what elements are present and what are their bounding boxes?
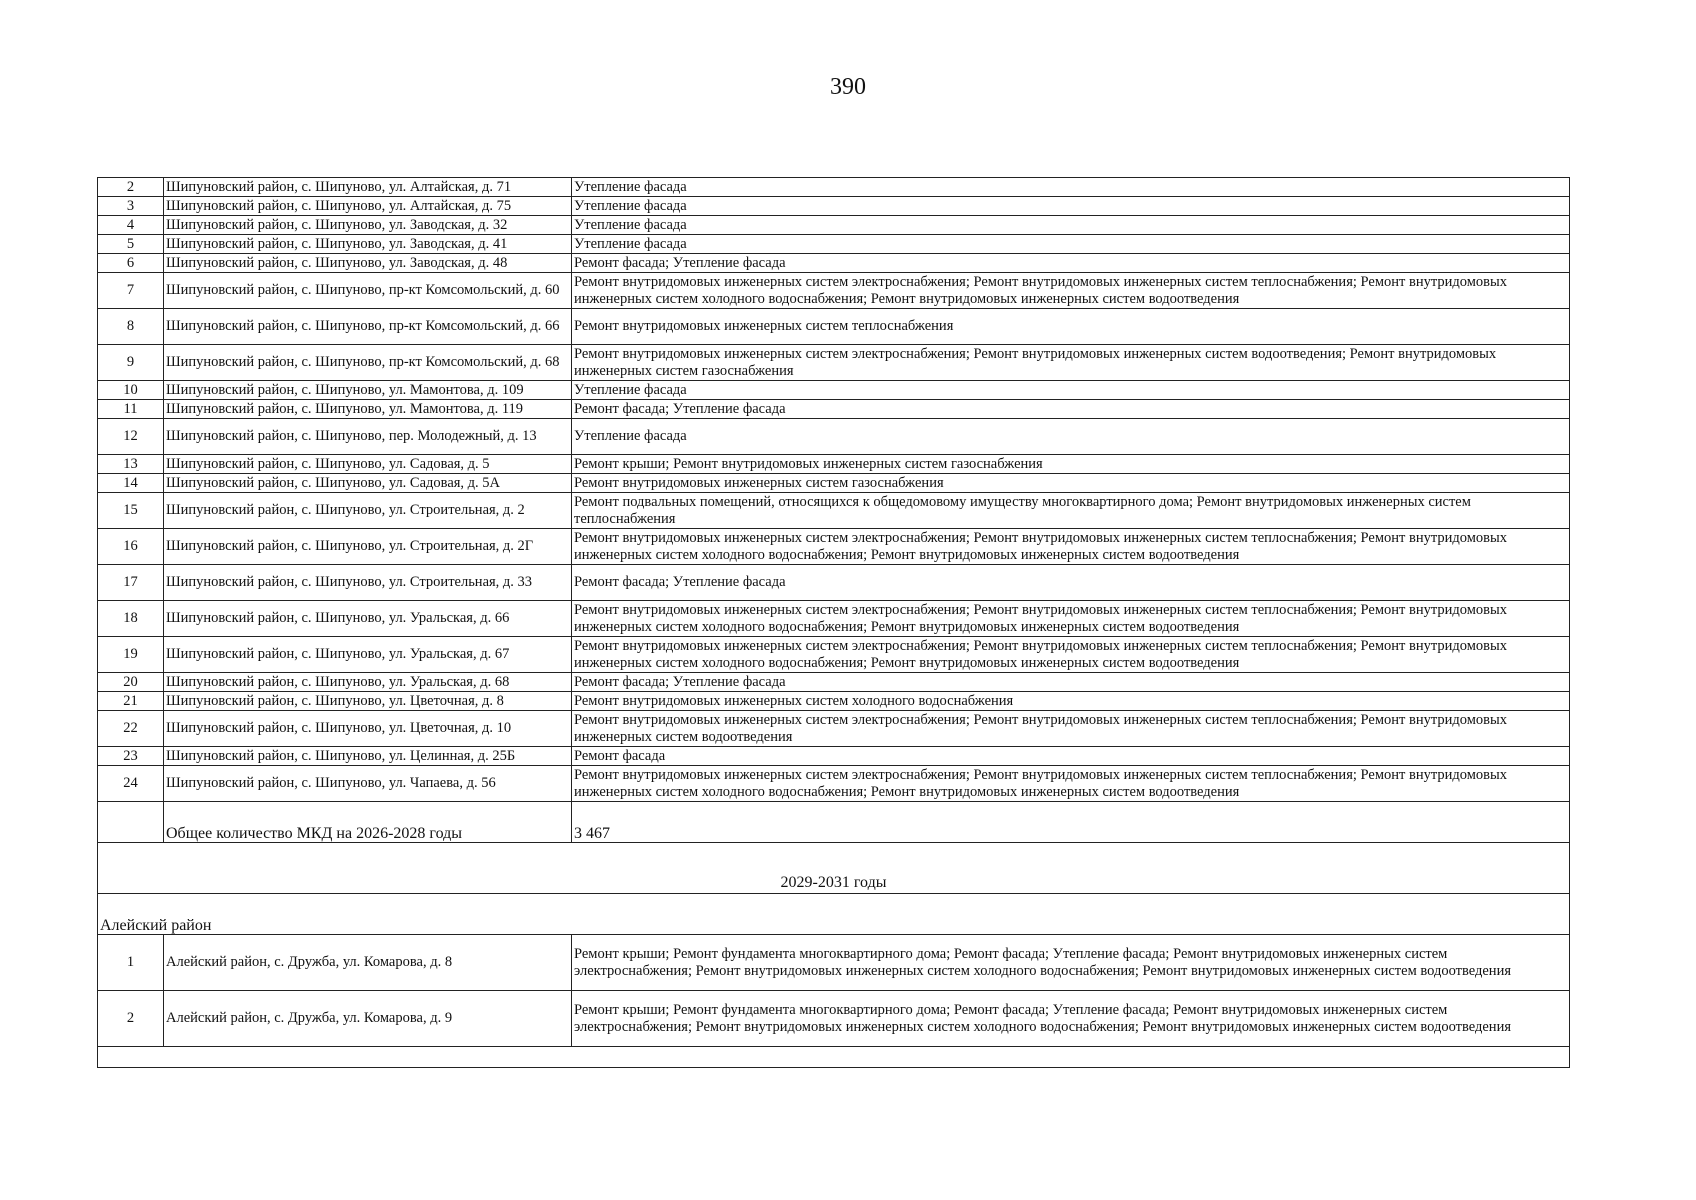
table-row <box>98 216 1570 235</box>
row-number-cell: 14 <box>98 474 164 493</box>
table-row <box>98 345 1570 381</box>
table-row <box>98 935 1570 991</box>
works-cell: Ремонт внутридомовых инженерных систем электроснабжения; Ремонт внутридомовых инженерных систем теплоснабжения; Ремонт внутридомовых инженерных систем водоотведения <box>572 711 1570 747</box>
table-row <box>98 455 1570 474</box>
works-cell: Ремонт внутридомовых инженерных систем газоснабжения <box>572 474 1570 493</box>
row-number-cell: 7 <box>98 273 164 309</box>
row-number-cell: 23 <box>98 747 164 766</box>
period-heading: 2029-2031 годы <box>98 843 1570 894</box>
table-section-2026-2028 <box>98 178 1570 802</box>
address-cell: Шипуновский район, с. Шипуново, ул. Заводская, д. 41 <box>164 235 572 254</box>
address-cell: Шипуновский район, с. Шипуново, ул. Строительная, д. 2 <box>164 493 572 529</box>
address-cell: Шипуновский район, с. Шипуново, ул. Уральская, д. 68 <box>164 673 572 692</box>
table-row <box>98 400 1570 419</box>
address-cell: Шипуновский район, с. Шипуново, ул. Целинная, д. 25Б <box>164 747 572 766</box>
address-cell: Шипуновский район, с. Шипуново, ул. Цветочная, д. 8 <box>164 692 572 711</box>
address-cell: Шипуновский район, с. Шипуново, ул. Цветочная, д. 10 <box>164 711 572 747</box>
row-number-cell: 5 <box>98 235 164 254</box>
table-row <box>98 381 1570 400</box>
works-cell: Утепление фасада <box>572 216 1570 235</box>
row-number-cell: 2 <box>98 991 164 1047</box>
address-cell: Шипуновский район, с. Шипуново, ул. Алтайская, д. 71 <box>164 178 572 197</box>
table-row <box>98 197 1570 216</box>
address-cell: Шипуновский район, с. Шипуново, ул. Чапаева, д. 56 <box>164 766 572 802</box>
address-cell: Шипуновский район, с. Шипуново, ул. Заводская, д. 32 <box>164 216 572 235</box>
table-row <box>98 565 1570 601</box>
address-cell: Шипуновский район, с. Шипуново, пр-кт Комсомольский, д. 60 <box>164 273 572 309</box>
address-cell: Шипуновский район, с. Шипуново, ул. Мамонтова, д. 119 <box>164 400 572 419</box>
address-cell: Шипуновский район, с. Шипуново, пр-кт Комсомольский, д. 68 <box>164 345 572 381</box>
table-row <box>98 692 1570 711</box>
works-cell: Ремонт крыши; Ремонт фундамента многоквартирного дома; Ремонт фасада; Утепление фасада; Ремонт внутридомовых инженерных систем электроснабжения; Ремонт внутридомовых инженерных систем холодного водоснабжения; Ремонт внутридомовых инженерных систем водоотведения <box>572 991 1570 1047</box>
row-number-cell: 19 <box>98 637 164 673</box>
address-cell: Шипуновский район, с. Шипуново, ул. Строительная, д. 2Г <box>164 529 572 565</box>
works-cell: Ремонт фасада; Утепление фасада <box>572 565 1570 601</box>
row-number-cell: 21 <box>98 692 164 711</box>
table-row <box>98 991 1570 1047</box>
table-row <box>98 766 1570 802</box>
total-label: Общее количество МКД на 2026-2028 годы <box>164 802 572 843</box>
works-cell: Ремонт фасада; Утепление фасада <box>572 673 1570 692</box>
total-row <box>98 802 1570 843</box>
table-row <box>98 493 1570 529</box>
row-number-cell: 2 <box>98 178 164 197</box>
table-row <box>98 419 1570 455</box>
total-value: 3 467 <box>572 802 1570 843</box>
works-cell: Ремонт внутридомовых инженерных систем электроснабжения; Ремонт внутридомовых инженерных систем теплоснабжения; Ремонт внутридомовых инженерных систем холодного водоснабжения; Ремонт внутридомовых инженерных систем водоотведения <box>572 766 1570 802</box>
works-cell: Утепление фасада <box>572 419 1570 455</box>
works-cell: Ремонт внутридомовых инженерных систем электроснабжения; Ремонт внутридомовых инженерных систем водоотведения; Ремонт внутридомовых инженерных систем газоснабжения <box>572 345 1570 381</box>
table-row <box>98 273 1570 309</box>
address-cell: Шипуновский район, с. Шипуново, ул. Уральская, д. 66 <box>164 601 572 637</box>
table-row <box>98 529 1570 565</box>
row-number-cell: 22 <box>98 711 164 747</box>
address-cell: Шипуновский район, с. Шипуново, ул. Мамонтова, д. 109 <box>164 381 572 400</box>
address-cell: Алейский район, с. Дружба, ул. Комарова, д. 9 <box>164 991 572 1047</box>
row-number-cell: 3 <box>98 197 164 216</box>
table-row <box>98 474 1570 493</box>
table-row <box>98 309 1570 345</box>
row-number-cell: 4 <box>98 216 164 235</box>
table-row <box>98 235 1570 254</box>
works-cell: Ремонт внутридомовых инженерных систем электроснабжения; Ремонт внутридомовых инженерных систем теплоснабжения; Ремонт внутридомовых инженерных систем холодного водоснабжения; Ремонт внутридомовых инженерных систем водоотведения <box>572 273 1570 309</box>
address-cell: Шипуновский район, с. Шипуново, ул. Строительная, д. 33 <box>164 565 572 601</box>
housing-repair-table <box>97 177 1570 1068</box>
row-number-cell: 20 <box>98 673 164 692</box>
address-cell: Шипуновский район, с. Шипуново, пер. Молодежный, д. 13 <box>164 419 572 455</box>
works-cell: Ремонт подвальных помещений, относящихся к общедомовому имуществу многоквартирного дома; Ремонт внутридомовых инженерных систем теплоснабжения <box>572 493 1570 529</box>
row-number-cell: 13 <box>98 455 164 474</box>
table-row <box>98 178 1570 197</box>
works-cell: Утепление фасада <box>572 381 1570 400</box>
works-cell: Ремонт фасада; Утепление фасада <box>572 254 1570 273</box>
table-row <box>98 673 1570 692</box>
page-number: 390 <box>830 74 866 100</box>
table-row <box>98 711 1570 747</box>
works-cell: Утепление фасада <box>572 197 1570 216</box>
row-number-cell: 10 <box>98 381 164 400</box>
works-cell: Ремонт внутридомовых инженерных систем электроснабжения; Ремонт внутридомовых инженерных систем теплоснабжения; Ремонт внутридомовых инженерных систем холодного водоснабжения; Ремонт внутридомовых инженерных систем водоотведения <box>572 601 1570 637</box>
table-tail-section <box>98 1047 1570 1068</box>
table-section-2029-2031 <box>98 935 1570 1047</box>
works-cell: Ремонт внутридомовых инженерных систем холодного водоснабжения <box>572 692 1570 711</box>
row-number-cell: 1 <box>98 935 164 991</box>
table-row <box>98 637 1570 673</box>
total-num-cell <box>98 802 164 843</box>
table-total-section <box>98 802 1570 935</box>
row-number-cell: 15 <box>98 493 164 529</box>
row-number-cell: 8 <box>98 309 164 345</box>
table-row <box>98 254 1570 273</box>
address-cell: Шипуновский район, с. Шипуново, ул. Заводская, д. 48 <box>164 254 572 273</box>
address-cell: Алейский район, с. Дружба, ул. Комарова, д. 8 <box>164 935 572 991</box>
works-cell: Ремонт крыши; Ремонт внутридомовых инженерных систем газоснабжения <box>572 455 1570 474</box>
table-row <box>98 601 1570 637</box>
row-number-cell: 17 <box>98 565 164 601</box>
district-heading: Алейский район <box>98 894 1570 935</box>
empty-row <box>98 1047 1570 1068</box>
row-number-cell: 16 <box>98 529 164 565</box>
works-cell: Ремонт внутридомовых инженерных систем электроснабжения; Ремонт внутридомовых инженерных систем теплоснабжения; Ремонт внутридомовых инженерных систем холодного водоснабжения; Ремонт внутридомовых инженерных систем водоотведения <box>572 529 1570 565</box>
works-cell: Ремонт внутридомовых инженерных систем электроснабжения; Ремонт внутридомовых инженерных систем теплоснабжения; Ремонт внутридомовых инженерных систем холодного водоснабжения; Ремонт внутридомовых инженерных систем водоотведения <box>572 637 1570 673</box>
works-cell: Утепление фасада <box>572 178 1570 197</box>
row-number-cell: 24 <box>98 766 164 802</box>
address-cell: Шипуновский район, с. Шипуново, ул. Уральская, д. 67 <box>164 637 572 673</box>
address-cell: Шипуновский район, с. Шипуново, пр-кт Комсомольский, д. 66 <box>164 309 572 345</box>
works-cell: Утепление фасада <box>572 235 1570 254</box>
empty-cell <box>98 1047 1570 1068</box>
works-cell: Ремонт внутридомовых инженерных систем теплоснабжения <box>572 309 1570 345</box>
row-number-cell: 6 <box>98 254 164 273</box>
row-number-cell: 9 <box>98 345 164 381</box>
works-cell: Ремонт крыши; Ремонт фундамента многоквартирного дома; Ремонт фасада; Утепление фасада; Ремонт внутридомовых инженерных систем электроснабжения; Ремонт внутридомовых инженерных систем холодного водоснабжения; Ремонт внутридомовых инженерных систем водоотведения <box>572 935 1570 991</box>
period-row <box>98 843 1570 894</box>
works-cell: Ремонт фасада; Утепление фасада <box>572 400 1570 419</box>
address-cell: Шипуновский район, с. Шипуново, ул. Садовая, д. 5А <box>164 474 572 493</box>
address-cell: Шипуновский район, с. Шипуново, ул. Алтайская, д. 75 <box>164 197 572 216</box>
row-number-cell: 12 <box>98 419 164 455</box>
row-number-cell: 18 <box>98 601 164 637</box>
table-row <box>98 747 1570 766</box>
row-number-cell: 11 <box>98 400 164 419</box>
works-cell: Ремонт фасада <box>572 747 1570 766</box>
address-cell: Шипуновский район, с. Шипуново, ул. Садовая, д. 5 <box>164 455 572 474</box>
district-row <box>98 894 1570 935</box>
